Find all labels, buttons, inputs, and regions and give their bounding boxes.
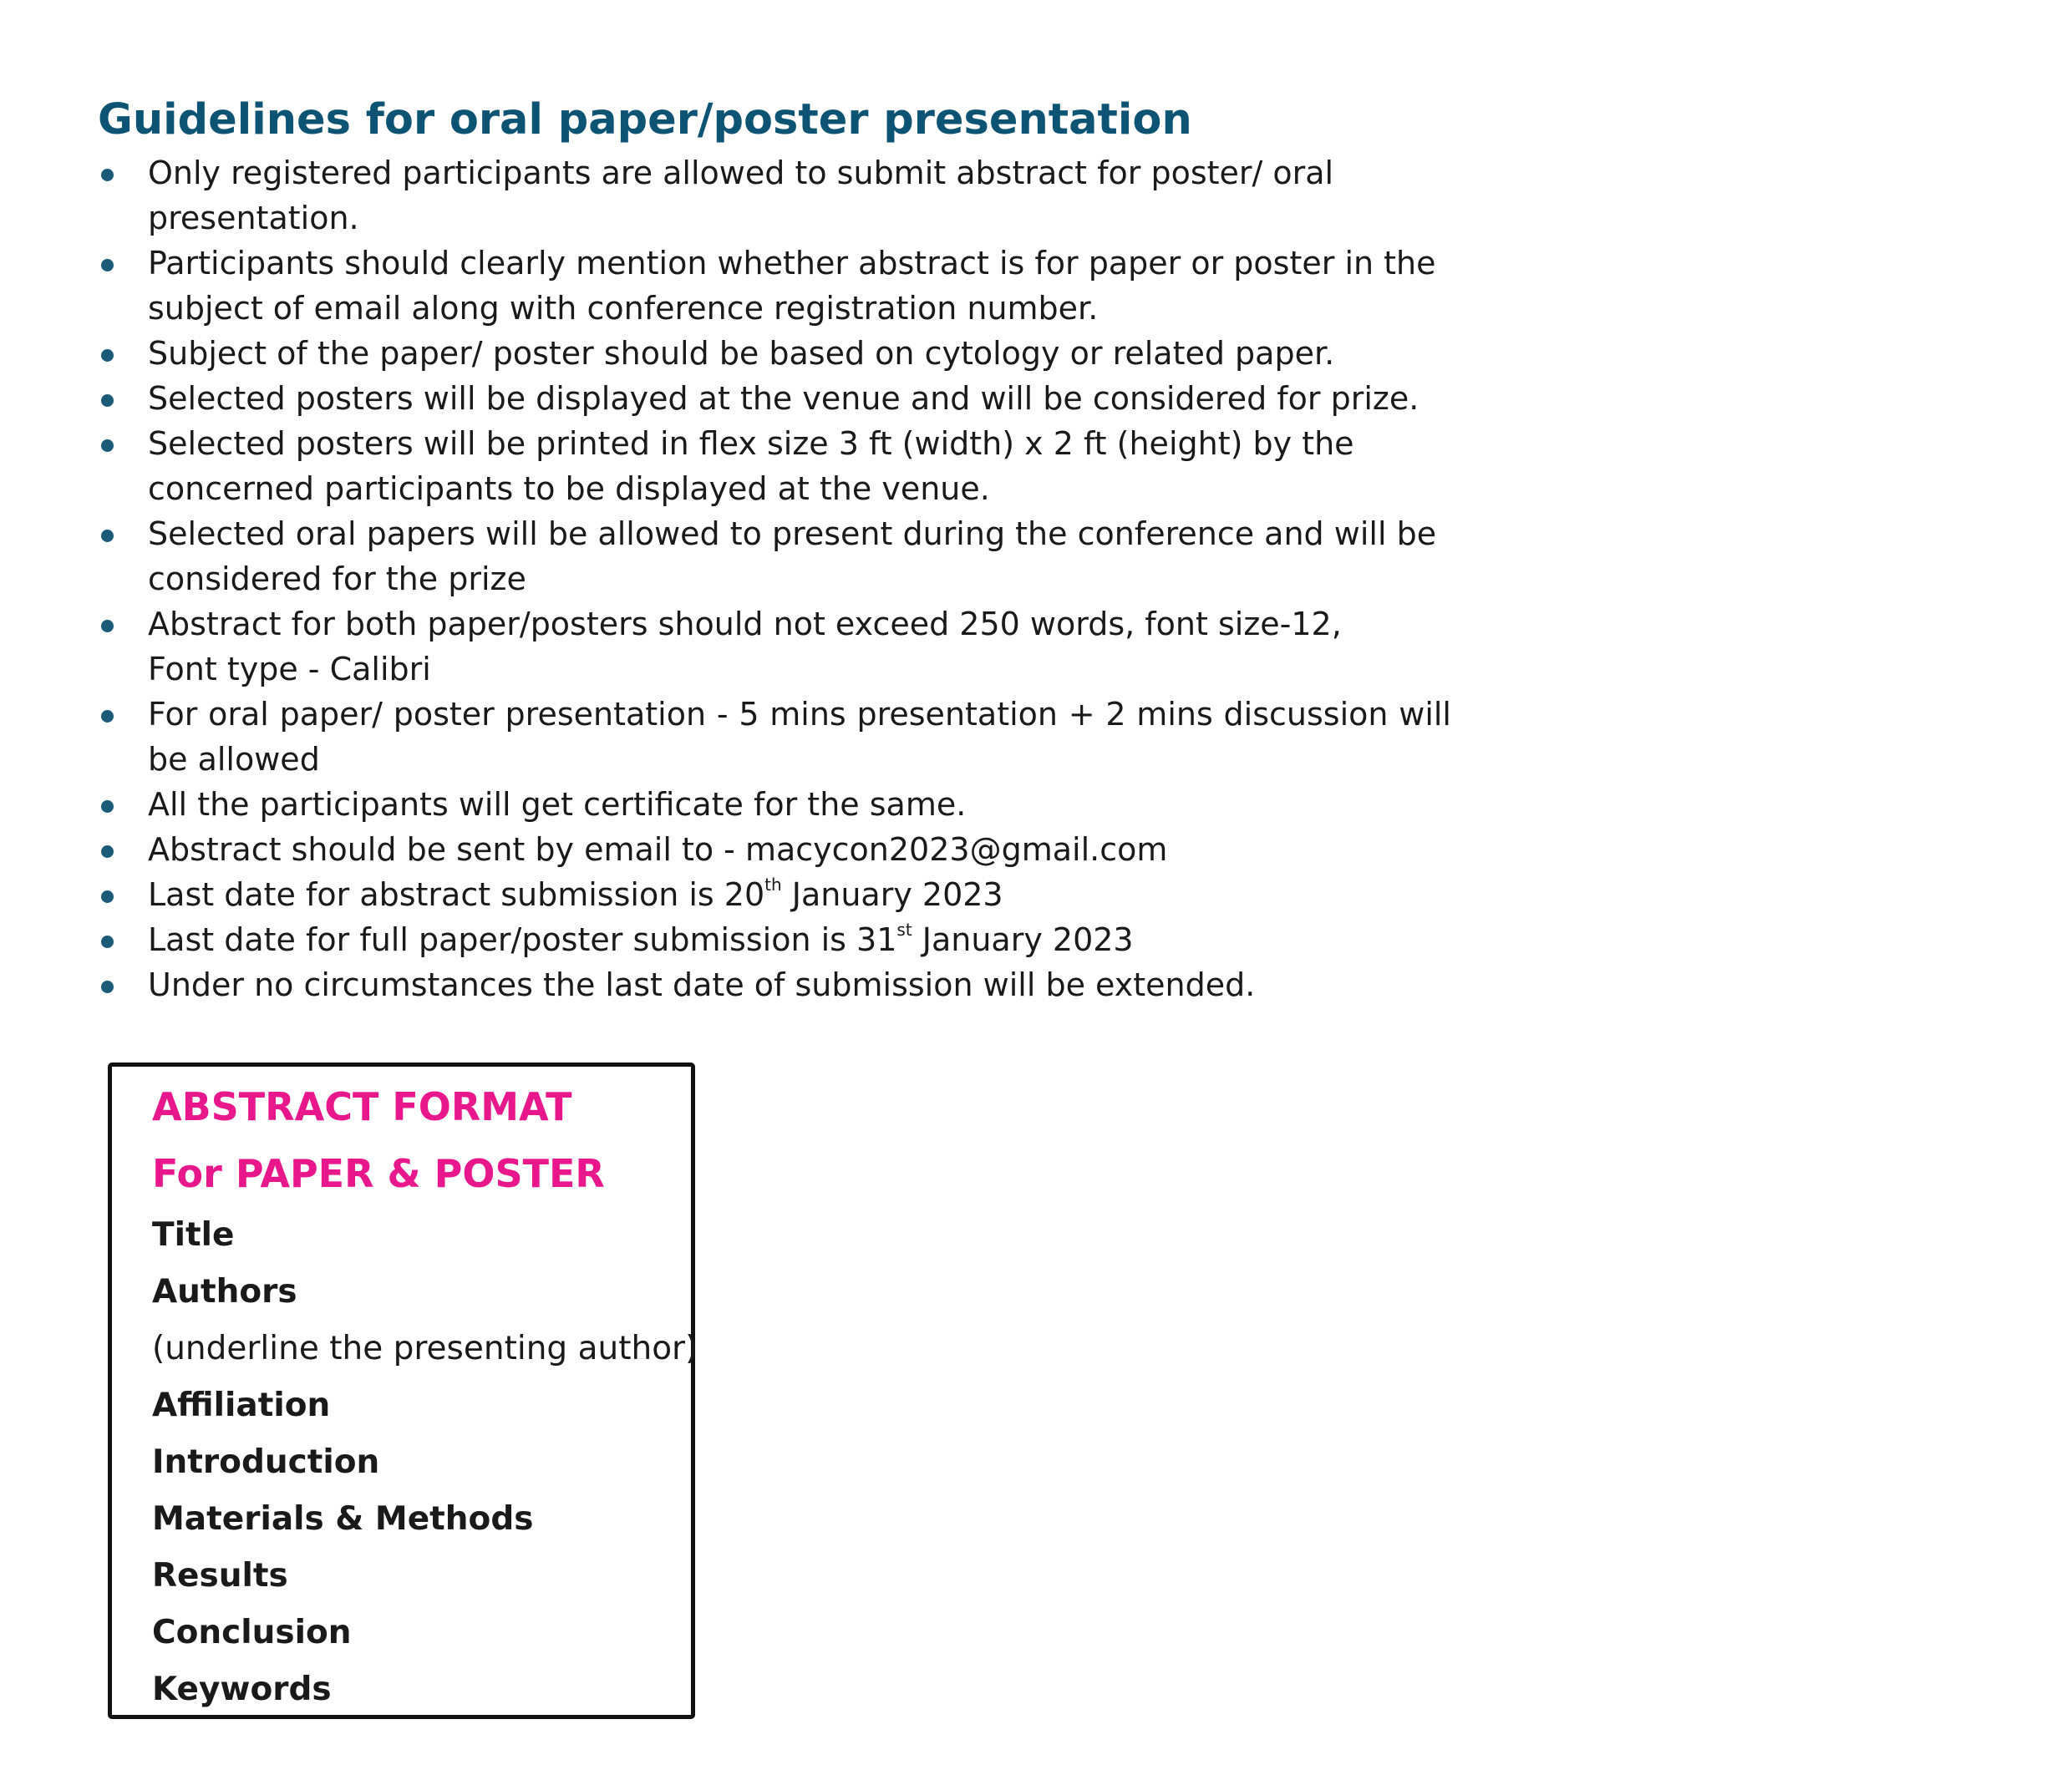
guideline-text: Selected oral papers will be allowed to present during the conference and will be considered for the prize: [148, 515, 1437, 597]
no-extension-item: [98, 962, 1451, 1007]
guideline-text: Participants should clearly mention whether abstract is for paper or poster in the subject of email along with conference registration number.: [148, 245, 1436, 327]
format-item-introduction: Introduction: [152, 1443, 380, 1481]
list-item: [98, 331, 1451, 376]
guideline-text: All the participants will get certificate for the same.: [148, 786, 967, 823]
format-item-authors: Authors: [152, 1273, 297, 1311]
abstract-deadline-item: [98, 872, 1451, 917]
list-item: [98, 150, 1451, 241]
guideline-text: Abstract for both paper/posters should not exceed 250 words, font size-12, Font type - Calibri: [148, 606, 1342, 687]
format-item-keywords: Keywords: [152, 1671, 332, 1708]
format-item-authors-note: (underline the presenting author): [152, 1330, 698, 1367]
bullet-icon: [101, 800, 114, 813]
abstract-format-box: [108, 1063, 698, 1719]
list-item: [98, 511, 1451, 601]
list-item: [98, 376, 1451, 421]
list-item: [98, 827, 1451, 872]
abstract-deadline-text: [148, 872, 1451, 917]
bullet-icon: [101, 981, 114, 993]
format-item-affiliation: Affiliation: [152, 1387, 331, 1424]
list-item: [98, 241, 1451, 331]
full-paper-deadline-item: [98, 917, 1451, 962]
ordinal-suffix: th: [764, 875, 782, 895]
bullet-icon: [101, 936, 114, 948]
bullet-icon: [101, 349, 114, 362]
list-item: [98, 601, 1451, 692]
format-item-conclusion: Conclusion: [152, 1614, 352, 1651]
guideline-text: Selected posters will be displayed at the venue and will be considered for prize.: [148, 380, 1419, 417]
format-item-results: Results: [152, 1557, 288, 1595]
ordinal-suffix: st: [896, 920, 912, 940]
page-title: Guidelines for oral paper/poster presentation: [98, 95, 1192, 145]
format-item-materials-methods: Materials & Methods: [152, 1500, 534, 1538]
bullet-icon: [101, 845, 114, 858]
guideline-text: Subject of the paper/ poster should be based on cytology or related paper.: [148, 335, 1335, 372]
list-item: [98, 782, 1451, 827]
bullet-icon: [101, 439, 114, 452]
guideline-text: Selected posters will be printed in flex size 3 ft (width) x 2 ft (height) by the concerned participants to be displayed at the venue.: [148, 425, 1354, 507]
bullet-icon: [101, 169, 114, 181]
full-paper-deadline-text: [148, 917, 1451, 962]
bullet-icon: [101, 259, 114, 271]
full-paper-deadline-suffix: January 2023: [912, 921, 1134, 958]
abstract-format-list: [152, 1207, 698, 1718]
abstract-format-heading: ABSTRACT FORMAT: [152, 1084, 572, 1129]
guideline-text: Only registered participants are allowed to submit abstract for poster/ oral presentation.: [148, 155, 1334, 236]
full-paper-deadline-prefix: Last date for full paper/poster submission is 31: [148, 921, 897, 958]
guidelines-list: [98, 150, 1451, 1007]
guideline-text: For oral paper/ poster presentation - 5 mins presentation + 2 mins discussion will be allowed: [148, 696, 1451, 778]
list-item: [98, 421, 1451, 511]
bullet-icon: [101, 710, 114, 723]
bullet-icon: [101, 620, 114, 632]
email-guideline-text: Abstract should be sent by email to - macycon2023@gmail.com: [148, 831, 1168, 868]
list-item: [98, 692, 1451, 782]
abstract-deadline-prefix: Last date for abstract submission is 20: [148, 876, 765, 913]
bullet-icon: [101, 890, 114, 903]
abstract-deadline-suffix: January 2023: [781, 876, 1003, 913]
no-extension-text: Under no circumstances the last date of submission will be extended.: [148, 966, 1256, 1003]
abstract-format-subheading: For PAPER & POSTER: [152, 1151, 605, 1196]
format-item-title: Title: [152, 1216, 235, 1254]
bullet-icon: [101, 394, 114, 407]
bullet-icon: [101, 530, 114, 542]
